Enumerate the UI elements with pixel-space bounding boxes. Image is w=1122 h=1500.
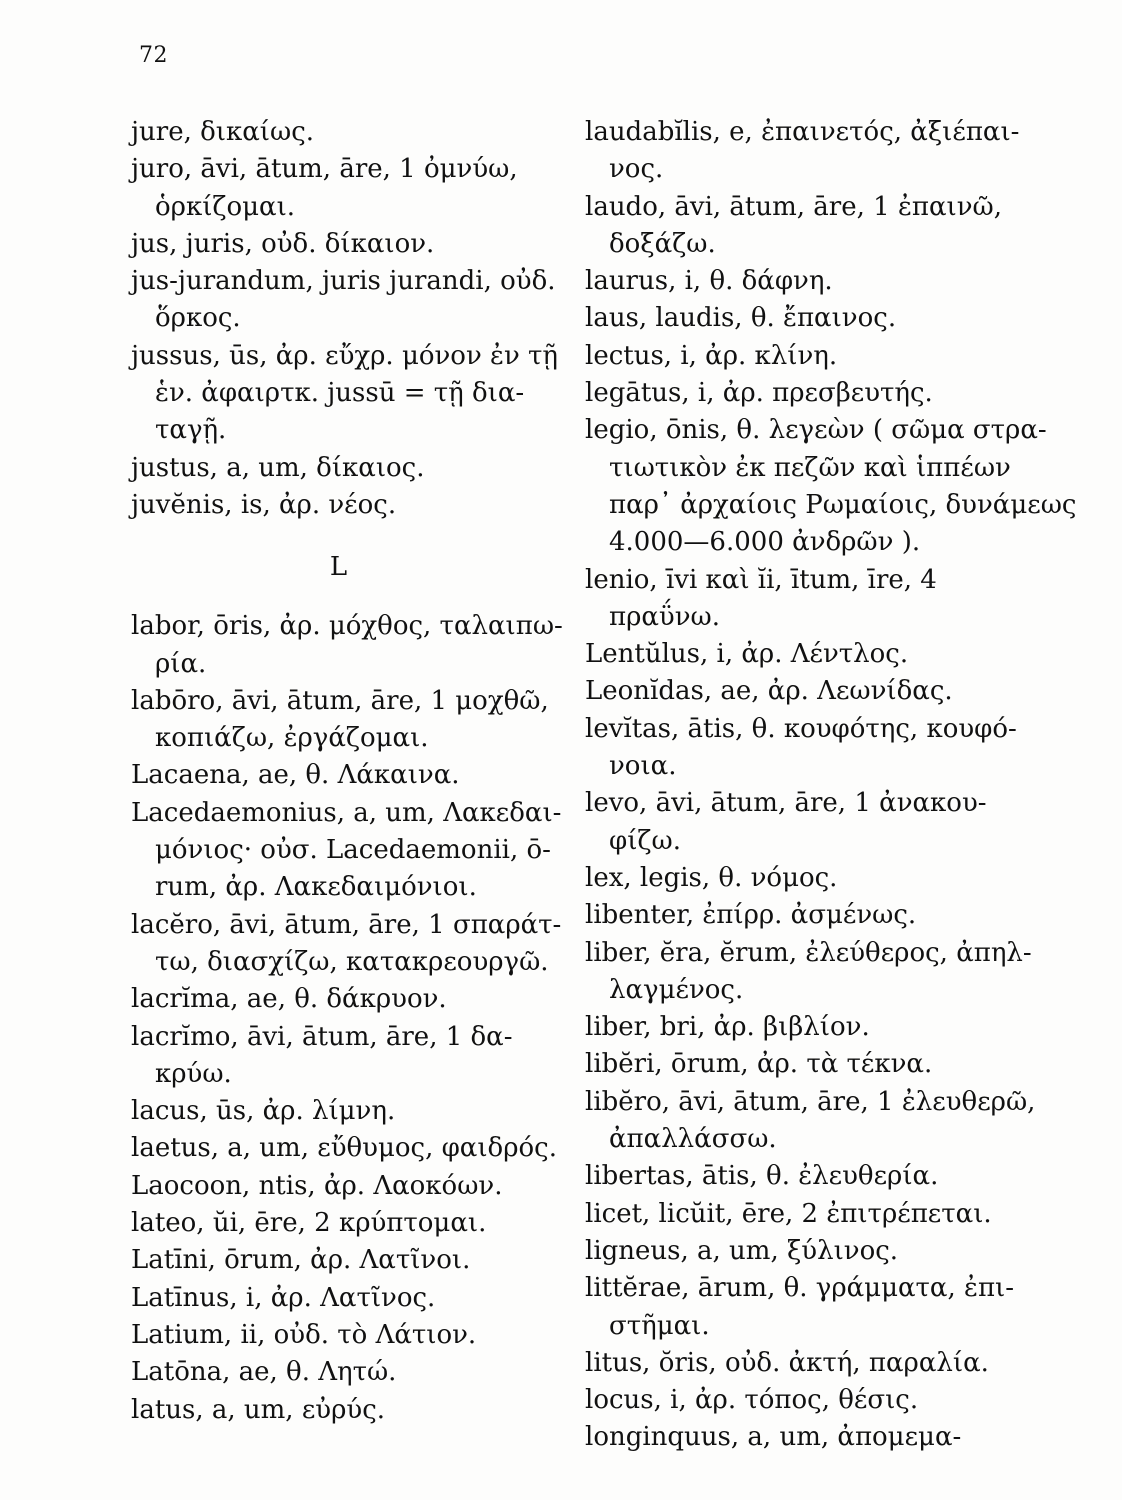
dictionary-entry-line: lacrĭma, ae, θ. δάκρυον. [131, 984, 447, 1015]
entry-continuation-line: 4.000—6.000 ἀνδρῶν ). [609, 527, 921, 558]
dictionary-entry-line: lex, legis, θ. νόμος. [585, 862, 838, 893]
entry-continuation-line: παρ᾽ ἀρχαίοις Ρωμαίοις, δυνάμεως [609, 489, 1077, 520]
dictionary-entry-line: Leonĭdas, ae, ἀρ. Λεωνίδας. [585, 676, 953, 707]
entry-continuation-line: rum, ἀρ. Λακεδαιμόνιοι. [155, 872, 477, 903]
dictionary-entry-line: libĕro, āvi, ātum, āre, 1 ἐλευθερῶ, [585, 1086, 1036, 1117]
entry-continuation-line: φίζω. [609, 825, 681, 856]
dictionary-entry-line: lectus, i, ἀρ. κλίνη. [585, 340, 838, 371]
dictionary-entry-line: laudabĭlis, e, ἐπαινετός, ἀξιέπαι- [585, 117, 1020, 147]
entry-continuation-line: ρία. [155, 648, 207, 679]
page-number: 72 [139, 43, 168, 68]
dictionary-entry-line: justus, a, um, δίκαιος. [131, 452, 425, 483]
dictionary-entry-line: Latium, ii, οὐδ. τὸ Λάτιον. [131, 1319, 477, 1350]
entry-continuation-line: ἑν. ἀφαιρτκ. jussū = τῇ δια- [155, 378, 525, 409]
entry-continuation-line: κοπιάζω, ἐργάζομαι. [155, 723, 429, 754]
dictionary-entry-line: liber, bri, ἀρ. βιβλίον. [585, 1012, 870, 1043]
dictionary-entry-line: lacĕro, āvi, ātum, āre, 1 σπαράτ- [131, 909, 562, 940]
dictionary-entry-line: Latīnus, i, ἀρ. Λατῖνος. [131, 1282, 436, 1313]
entry-continuation-line: ὁρκίζομαι. [155, 191, 296, 222]
entry-continuation-line: ἀπαλλάσσω. [609, 1124, 777, 1155]
dictionary-entry-line: lateo, ŭi, ēre, 2 κρύπτομαι. [131, 1208, 487, 1239]
right-column [585, 114, 1077, 1457]
dictionary-entry-line: jus-jurandum, juris jurandi, οὐδ. [131, 266, 556, 297]
dictionary-entry-line: Lacaena, ae, θ. Λάκαινα. [131, 760, 460, 791]
dictionary-entry-line: legātus, i, ἀρ. πρεσβευτής. [585, 378, 933, 409]
dictionary-entry-line: lacus, ūs, ἀρ. λίμνη. [131, 1096, 396, 1127]
entry-continuation-line: δοξάζω. [609, 228, 716, 259]
dictionary-entry-line: juro, āvi, ātum, āre, 1 ὀμνύω, [131, 154, 518, 185]
dictionary-entry-line: jus, juris, οὐδ. δίκαιον. [131, 228, 435, 259]
dictionary-entry-line: licet, licŭit, ēre, 2 ἐπιτρέπεται. [585, 1198, 992, 1229]
dictionary-entry-line: Latōna, ae, θ. Λητώ. [131, 1357, 397, 1388]
dictionary-entry-line: lenio, īvi καὶ ĭi, ītum, īre, 4 [585, 564, 937, 595]
dictionary-entry-line: laudo, āvi, ātum, āre, 1 ἐπαινῶ, [585, 191, 1003, 222]
dictionary-entry-line: ligneus, a, um, ξύλινος. [585, 1235, 899, 1266]
dictionary-entry-line: libertas, ātis, θ. ἐλευθερία. [585, 1161, 939, 1192]
dictionary-entry-line: laetus, a, um, εὔθυμος, φαιδρός. [131, 1133, 557, 1164]
dictionary-entry-line: levĭtas, ātis, θ. κουφότης, κουφό- [585, 713, 1017, 744]
dictionary-entry-line: labor, ōris, ἀρ. μόχθος, ταλαιπω- [131, 611, 563, 642]
dictionary-entry-line: Lentŭlus, i, ἀρ. Λέντλος. [585, 639, 909, 670]
entry-continuation-line: τω, διασχίζω, κατακρεουργῶ. [155, 946, 549, 977]
section-letter-heading: L [329, 552, 348, 583]
dictionary-entry-line: littĕrae, ārum, θ. γράμματα, ἐπι- [585, 1273, 1015, 1304]
dictionary-entry-line: Laocoon, ntis, ἀρ. Λαοκόων. [131, 1170, 503, 1201]
dictionary-entry-line: jure, δικαίως. [131, 117, 315, 147]
dictionary-entry-line: Latīni, ōrum, ἀρ. Λατῖνοι. [131, 1245, 471, 1276]
entry-continuation-line: τιωτικὸν ἐκ πεζῶν καὶ ἱππέων [609, 452, 1011, 483]
entry-continuation-line: ὅρκος. [155, 303, 241, 334]
dictionary-entry-line: laurus, i, θ. δάφνη. [585, 266, 833, 297]
entry-continuation-line: στῆμαι. [609, 1310, 710, 1341]
dictionary-entry-line: legio, ōnis, θ. λεγεὼν ( σῶμα στρα- [585, 415, 1047, 446]
entry-continuation-line: μόνιος· οὐσ. Lacedaemonii, ō- [155, 835, 551, 866]
entry-continuation-line: ταγῇ. [155, 415, 227, 446]
dictionary-entry-line: longinquus, a, um, ἀπομεμα- [585, 1422, 962, 1453]
dictionary-entry-line: locus, i, ἀρ. τόπος, θέσις. [585, 1385, 919, 1416]
dictionary-entry-line: litus, ŏris, οὐδ. ἀκτή, παραλία. [585, 1347, 989, 1378]
entry-continuation-line: νοια. [609, 751, 677, 782]
dictionary-entry-line: laus, laudis, θ. ἔπαινος. [585, 303, 897, 334]
dictionary-entry-line: liber, ĕra, ĕrum, ἐλεύθερος, ἀπηλ- [585, 937, 1032, 968]
dictionary-entry-line: juvĕnis, is, ἀρ. νέος. [131, 489, 397, 520]
entry-continuation-line: κρύω. [155, 1058, 232, 1089]
dictionary-entry-line: libĕri, ōrum, ἀρ. τὰ τέκνα. [585, 1049, 933, 1080]
dictionary-entry-line: labōro, āvi, ātum, āre, 1 μοχθῶ, [131, 685, 549, 716]
dictionary-entry-line: jussus, ūs, ἀρ. εὔχρ. μόνον ἐν τῇ [131, 340, 559, 371]
entry-continuation-line: πραΰνω. [609, 601, 721, 632]
dictionary-entry-line: libenter, ἐπίρρ. ἀσμένως. [585, 900, 917, 931]
dictionary-entry-line: Lacedaemonius, a, um, Λακεδαι- [131, 797, 562, 828]
left-column [131, 114, 586, 1429]
entry-continuation-line: λαγμένος. [609, 974, 744, 1005]
dictionary-entry-line: levo, āvi, ātum, āre, 1 ἀνακου- [585, 788, 987, 819]
dictionary-entry-line: lacrĭmo, āvi, ātum, āre, 1 δα- [131, 1021, 513, 1052]
dictionary-entry-line: latus, a, um, εὐρύς. [131, 1394, 386, 1425]
entry-continuation-line: νος. [609, 154, 664, 185]
